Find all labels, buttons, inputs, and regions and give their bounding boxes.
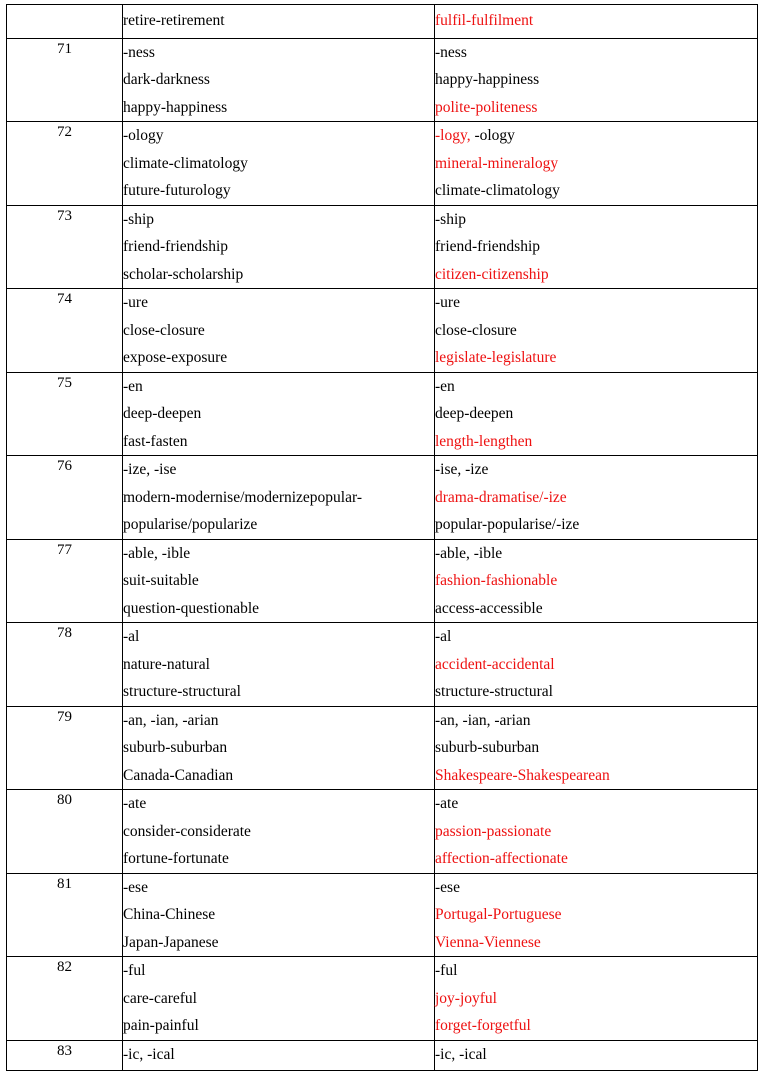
suffix-cell-left	[123, 38, 435, 122]
suffix-line: deep-deepen	[123, 405, 202, 422]
suffix-line: happy-happiness	[435, 71, 540, 88]
suffix-line: length-lengthen	[435, 432, 533, 450]
suffix-line: -ate	[435, 795, 459, 812]
row-number: 82	[7, 957, 123, 1041]
suffix-line: -ise, -ize	[435, 461, 489, 478]
suffix-cell-right	[435, 122, 758, 206]
suffix-line: care-careful	[123, 989, 197, 1007]
suffix-line: expose-exposure	[123, 349, 228, 366]
suffix-text-red: -logy,	[435, 127, 471, 144]
suffix-line: -ic, -ical	[123, 1045, 175, 1063]
suffix-cell-right	[435, 957, 758, 1041]
suffix-line: climate-climatology	[435, 182, 560, 199]
suffix-line: -ology	[123, 127, 164, 144]
suffix-line: -an, -ian, -arian	[435, 711, 531, 729]
suffix-line: question-questionable	[123, 599, 260, 617]
suffix-line: happy-happiness	[123, 98, 228, 116]
suffix-line: nature-natural	[123, 655, 210, 673]
suffix-line: dark-darkness	[123, 71, 210, 88]
suffix-line: -al	[123, 628, 140, 645]
suffix-line: close-closure	[123, 321, 205, 339]
suffix-text-black: -ology	[470, 127, 515, 144]
row-number: 74	[7, 289, 123, 373]
suffix-line: modern-modernise/modernizepopular-popularise/popularize	[123, 488, 362, 533]
table-row	[7, 122, 758, 206]
suffix-line: popular-popularise/-ize	[435, 516, 580, 533]
suffix-line: China-Chinese	[123, 906, 216, 923]
suffix-line: suburb-suburban	[123, 739, 228, 756]
suffix-line: fast-fasten	[123, 432, 188, 450]
suffix-line: affection-affectionate	[435, 850, 568, 867]
suffix-line: Canada-Canadian	[123, 766, 234, 784]
suffix-cell-right	[435, 1040, 758, 1071]
table-row	[7, 623, 758, 707]
suffix-line: passion-passionate	[435, 822, 552, 840]
suffix-line: -ic, -ical	[435, 1045, 487, 1063]
suffix-line: fashion-fashionable	[435, 572, 558, 589]
suffix-line: -ate	[123, 795, 147, 812]
suffix-cell-left	[123, 5, 435, 39]
suffix-line: joy-joyful	[435, 989, 497, 1007]
suffix-cell-right	[435, 289, 758, 373]
suffix-cell-right	[435, 539, 758, 623]
suffix-line: -ful	[123, 962, 146, 979]
table-row	[7, 38, 758, 122]
suffix-line: mineral-mineralogy	[435, 154, 559, 172]
suffix-line: citizen-citizenship	[435, 265, 549, 283]
suffix-line: drama-dramatise/-ize	[435, 488, 567, 506]
suffix-line: scholar-scholarship	[123, 265, 244, 283]
suffix-line: suburb-suburban	[435, 739, 540, 756]
suffix-line: -able, -ible	[435, 544, 503, 562]
suffix-line: consider-considerate	[123, 822, 251, 840]
suffix-line: pain-painful	[123, 1017, 199, 1034]
suffix-line: -ese	[435, 878, 460, 896]
row-number: 72	[7, 122, 123, 206]
suffix-line: -al	[435, 628, 452, 645]
suffix-line: -able, -ible	[123, 544, 191, 562]
suffix-line: -an, -ian, -arian	[123, 711, 219, 729]
suffix-cell-right	[435, 5, 758, 39]
suffix-line: Japan-Japanese	[123, 933, 219, 951]
table-row	[7, 289, 758, 373]
suffix-line: friend-friendship	[435, 238, 541, 255]
suffix-cell-right	[435, 456, 758, 540]
row-number: 75	[7, 372, 123, 456]
row-number: 79	[7, 706, 123, 790]
suffix-line: -ure	[435, 294, 460, 311]
suffix-line: climate-climatology	[123, 154, 248, 172]
suffix-line: retire-retirement	[123, 12, 225, 29]
suffix-cell-left	[123, 539, 435, 623]
suffix-cell-right	[435, 623, 758, 707]
suffix-cell-left	[123, 205, 435, 289]
suffix-line: -ize, -ise	[123, 461, 177, 478]
suffix-line: -ure	[123, 294, 148, 311]
suffix-line: -ese	[123, 878, 148, 896]
row-number: 71	[7, 38, 123, 122]
suffix-cell-right	[435, 873, 758, 957]
row-number: 83	[7, 1040, 123, 1071]
suffix-table	[6, 4, 758, 1071]
suffix-line: Portugal-Portuguese	[435, 906, 562, 923]
row-number: 81	[7, 873, 123, 957]
document-page	[0, 4, 760, 1075]
table-row	[7, 372, 758, 456]
suffix-line: -ship	[123, 210, 154, 228]
table-row	[7, 873, 758, 957]
table-body	[7, 5, 758, 1071]
table-row	[7, 205, 758, 289]
suffix-line: Vienna-Viennese	[435, 933, 541, 951]
suffix-cell-right	[435, 38, 758, 122]
suffix-line: polite-politeness	[435, 98, 538, 116]
suffix-cell-right	[435, 706, 758, 790]
suffix-line: -en	[123, 377, 143, 395]
table-row	[7, 456, 758, 540]
suffix-line: fulfil-fulfilment	[435, 12, 534, 29]
suffix-cell-left	[123, 790, 435, 874]
suffix-cell-right	[435, 790, 758, 874]
table-row	[7, 539, 758, 623]
suffix-line: -ful	[435, 962, 458, 979]
suffix-cell-left	[123, 456, 435, 540]
suffix-cell-left	[123, 122, 435, 206]
table-row	[7, 706, 758, 790]
row-number: 73	[7, 205, 123, 289]
suffix-line: forget-forgetful	[435, 1017, 531, 1034]
suffix-line: suit-suitable	[123, 572, 199, 589]
table-row	[7, 790, 758, 874]
suffix-cell-left	[123, 623, 435, 707]
suffix-line: structure-structural	[435, 683, 553, 700]
suffix-line: fortune-fortunate	[123, 850, 229, 867]
suffix-line: -en	[435, 377, 455, 395]
suffix-line: Shakespeare-Shakespearean	[435, 766, 610, 784]
suffix-cell-right	[435, 205, 758, 289]
suffix-line: -ness	[123, 43, 155, 61]
suffix-cell-left	[123, 289, 435, 373]
row-number: 78	[7, 623, 123, 707]
suffix-line: future-futurology	[123, 182, 231, 199]
suffix-cell-left	[123, 957, 435, 1041]
suffix-cell-left	[123, 873, 435, 957]
suffix-cell-right	[435, 372, 758, 456]
suffix-line: legislate-legislature	[435, 349, 557, 366]
suffix-line: friend-friendship	[123, 238, 229, 255]
suffix-cell-left	[123, 372, 435, 456]
row-number: 77	[7, 539, 123, 623]
suffix-line: accident-accidental	[435, 655, 555, 673]
table-row	[7, 957, 758, 1041]
table-row	[7, 5, 758, 39]
suffix-cell-left	[123, 1040, 435, 1071]
row-number: 76	[7, 456, 123, 540]
suffix-line	[435, 122, 757, 150]
suffix-line: -ness	[435, 43, 467, 61]
suffix-line: structure-structural	[123, 683, 241, 700]
row-number	[7, 5, 123, 39]
suffix-line: deep-deepen	[435, 405, 514, 422]
suffix-line: close-closure	[435, 321, 517, 339]
row-number: 80	[7, 790, 123, 874]
table-row	[7, 1040, 758, 1071]
suffix-cell-left	[123, 706, 435, 790]
suffix-line: access-accessible	[435, 599, 543, 617]
suffix-line: -ship	[435, 210, 466, 228]
